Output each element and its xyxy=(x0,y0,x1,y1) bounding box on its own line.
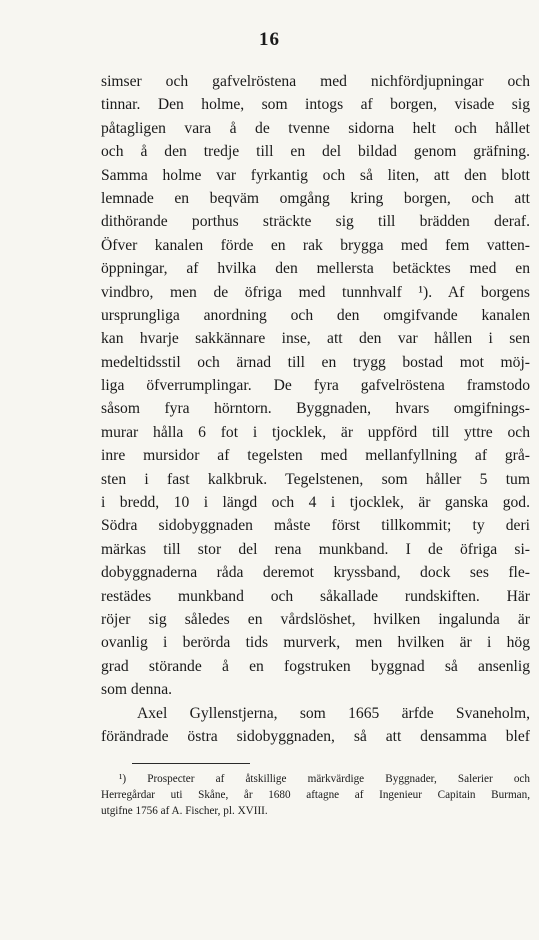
footnote xyxy=(101,771,530,819)
text-line: simser och gafvelröstena med nichfördjupningar och xyxy=(101,73,530,90)
text-line: i bredd, 10 i längd och 4 i tjocklek, är ganska god. xyxy=(101,494,530,512)
text-line: vindbro, men de öfriga med tunnhvalf ¹). Af borgens xyxy=(101,283,530,301)
text-line: förändrade östra sidobyggnaden, så att densamma blef xyxy=(101,727,530,745)
text-line: dithörande porthus sträckte sig till brädden deraf. xyxy=(101,213,530,231)
footnote-divider xyxy=(132,763,250,764)
text-line: murar hålla 6 fot i tjocklek, är uppförd till yttre och xyxy=(101,423,530,441)
text-line: såsom fyra hörntorn. Byggnaden, hvars omgifnings- xyxy=(101,400,530,418)
text-line: Södra sidobyggnaden måste först tillkommit; ty deri xyxy=(101,517,530,535)
text-line: grad störande å en fogstruken byggnad så ansenlig xyxy=(101,657,530,675)
text-line: ovanlig i berörda tids murverk, men hvilken är i hög xyxy=(101,634,530,652)
footnote-line: Herregårdar uti Skåne, år 1680 aftagne af Ingenieur Capitain Burman, xyxy=(101,789,530,801)
text-line: påtagligen vara å de tvenne sidorna helt och hållet xyxy=(101,119,530,137)
footnote-line: utgifne 1756 af A. Fischer, pl. XVIII. xyxy=(101,805,268,817)
text-line: dobyggnaderna råda deremot kryssband, dock ses fle- xyxy=(101,564,530,582)
text-line: röjer sig således en vårdslöshet, hvilken ingalunda är xyxy=(101,610,530,628)
text-line: restädes munkband och såkallade rundskiften. Här xyxy=(101,587,530,605)
text-line: märkas till stor del rena munkband. I de öfriga si- xyxy=(101,540,530,558)
text-line: liga öfverrumplingar. De fyra gafvelröstena framstodo xyxy=(101,377,530,395)
text-line: medeltidsstil och ärnad till en trygg bostad mot möj- xyxy=(101,353,530,371)
text-line: som denna. xyxy=(101,681,173,699)
text-line: inre mursidor af tegelsten med mellanfyllning af grå- xyxy=(101,447,530,465)
text-line: Axel Gyllenstjerna, som 1665 ärfde Svaneholm, xyxy=(137,704,530,722)
body-text xyxy=(101,70,530,748)
text-line: lemnade en beqväm omgång kring borgen, och att xyxy=(101,189,530,207)
text-line: sten i fast kalkbruk. Tegelstenen, som håller 5 tum xyxy=(101,470,530,488)
page-number: 16 xyxy=(259,29,280,50)
text-line: Samma holme var fyrkantig och så liten, att den blott xyxy=(101,166,530,184)
text-line: och å den tredje till en del bildad genom gräfning. xyxy=(101,143,530,161)
text-line: kan hvarje sakkännare inse, att den var hållen i sen xyxy=(101,330,530,348)
text-line: tinnar. Den holme, som intogs af borgen, visade sig xyxy=(101,96,530,114)
text-line: öppningar, af hvilka den mellersta betäcktes med en xyxy=(101,260,530,278)
footnote-line: ¹) Prospecter af åtskillige märkvärdige Byggnader, Salerier och xyxy=(119,773,530,785)
text-line: Öfver kanalen förde en rak brygga med fem vatten- xyxy=(101,236,530,254)
text-line: ursprungliga anordning och den omgifvande kanalen xyxy=(101,306,530,324)
